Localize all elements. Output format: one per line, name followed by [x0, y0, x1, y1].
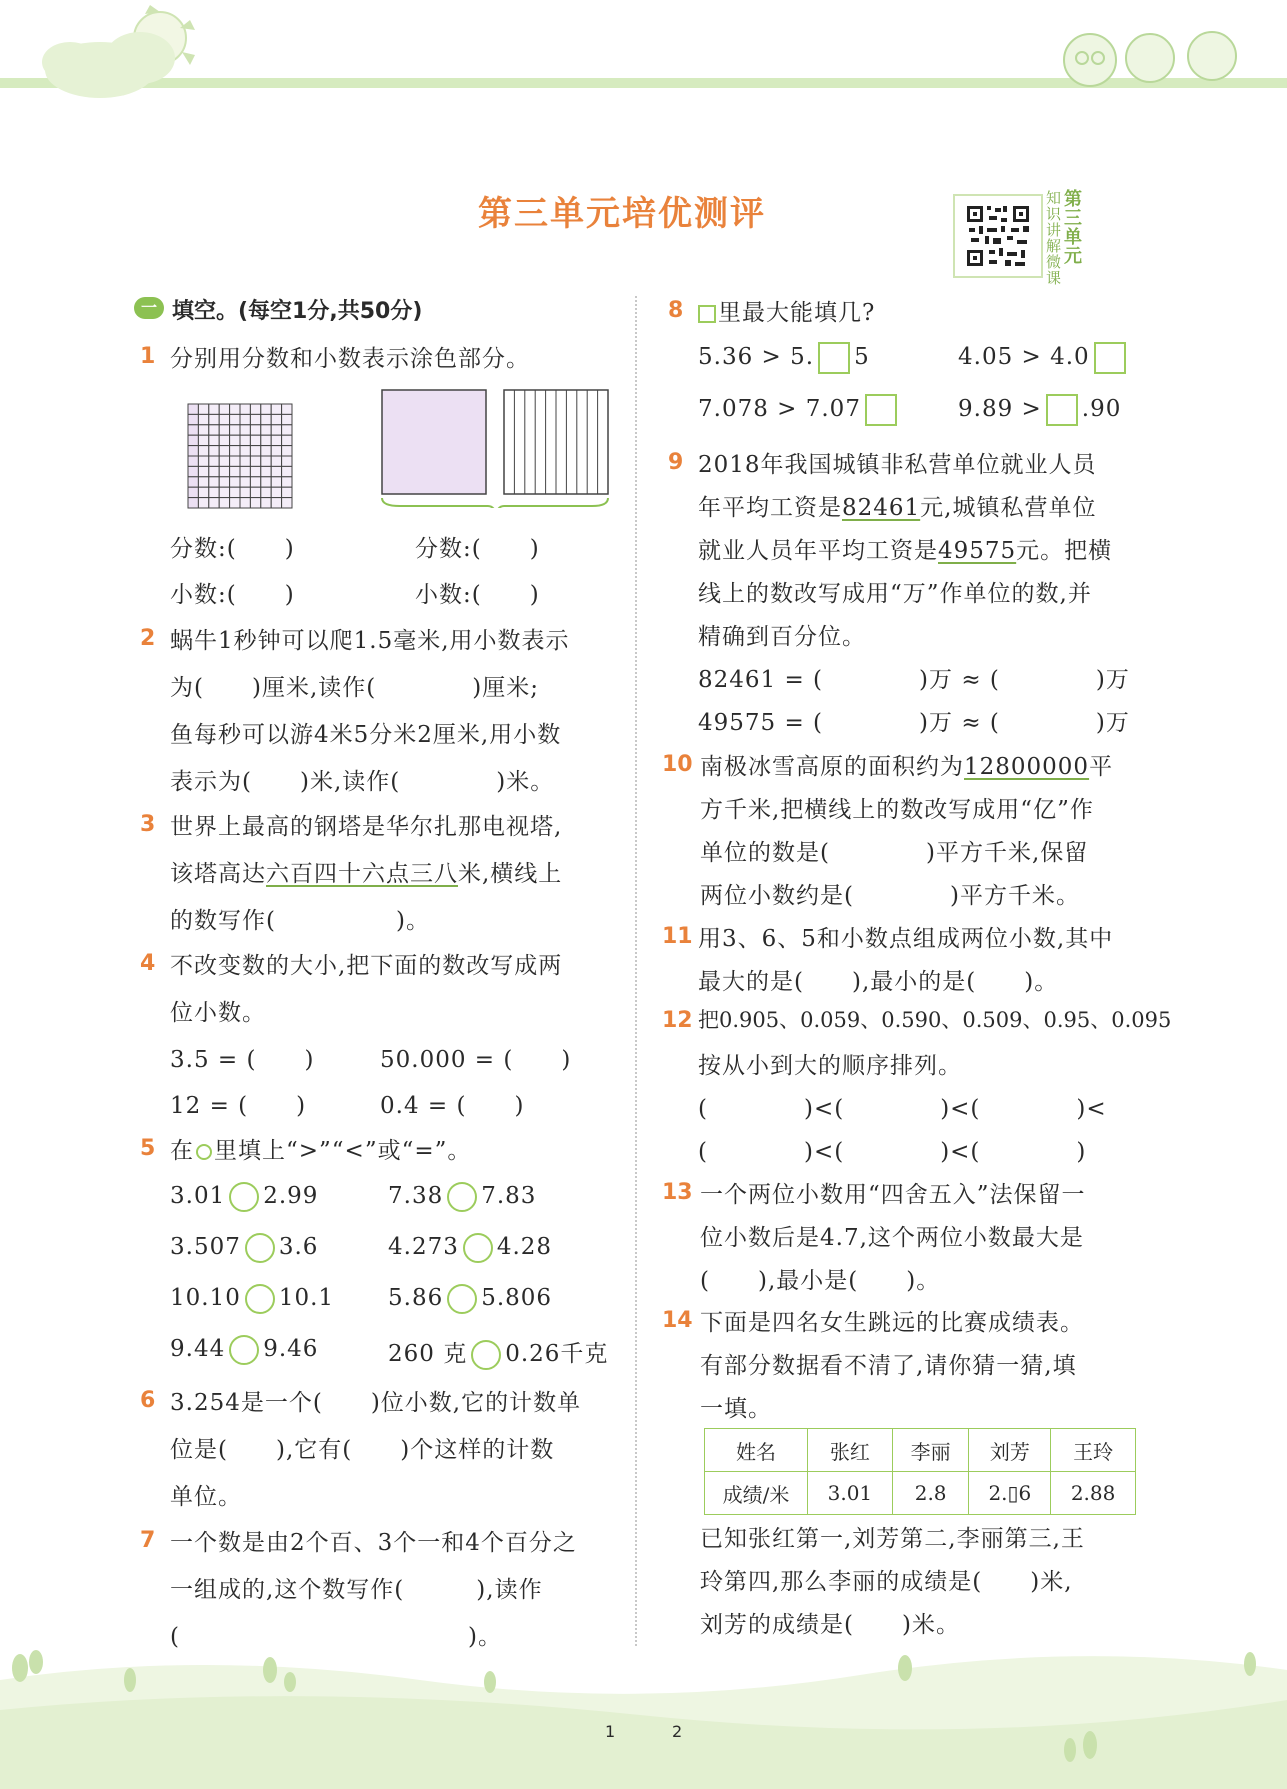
table-cell: 张红 — [808, 1429, 893, 1472]
grid-cell — [271, 414, 281, 424]
q12-answer-row: ( )<( )<( )< — [698, 1096, 1107, 1122]
grid-cell — [209, 487, 219, 497]
qr-caption: 知识讲解微课 — [1046, 189, 1062, 287]
q10-line: 南极冰雪高原的面积约为12800000平 — [700, 754, 1114, 780]
table-cell: 2.8 — [892, 1472, 969, 1515]
q2-line: 表示为( )米,读作( )米。 — [170, 769, 555, 795]
q7-line: ( )。 — [170, 1624, 502, 1650]
grid-figure — [186, 402, 296, 512]
grid-cell — [271, 404, 281, 414]
square-icon — [698, 305, 716, 323]
grid-cell — [219, 466, 229, 476]
compare-item: 3.507 3.6 — [170, 1233, 318, 1263]
q12-line: 按从小到大的顺序排列。 — [698, 1053, 962, 1079]
grid-cell — [230, 414, 240, 424]
grid-cell — [188, 404, 198, 414]
grid-cell — [230, 477, 240, 487]
q7-line: 一组成的,这个数写作( ),读作 — [170, 1577, 543, 1603]
q4-line: 位小数。 — [170, 1000, 266, 1026]
section-title: 填空。(每空1分,共50分) — [172, 299, 423, 324]
grid-cell — [198, 498, 208, 508]
grid-cell — [250, 498, 260, 508]
grid-cell — [282, 425, 292, 435]
compare-item: 260 克 0.26千克 — [388, 1335, 608, 1370]
question-number: 3 — [140, 812, 156, 837]
q6-line: 3.254是一个( )位小数,它的计数单 — [170, 1390, 582, 1416]
animal-faces-icon — [1064, 32, 1236, 86]
compare-item: 9.89 > .90 — [958, 394, 1121, 426]
table-cell: 2.▯6 — [969, 1472, 1051, 1515]
q12-answer-row: ( )<( )<( ) — [698, 1139, 1087, 1165]
question-number: 4 — [140, 951, 156, 976]
grid-cell — [219, 498, 229, 508]
q7-line: 一个数是由2个百、3个一和4个百分之 — [170, 1530, 577, 1556]
answer-circle[interactable] — [245, 1233, 275, 1263]
page-number: 1 — [605, 1722, 616, 1741]
answer-circle[interactable] — [229, 1182, 259, 1212]
grid-cell — [188, 477, 198, 487]
grid-cell — [240, 446, 250, 456]
grid-cell — [198, 477, 208, 487]
answer-box[interactable] — [818, 342, 850, 374]
question-number: 7 — [140, 1528, 156, 1553]
question-number: 14 — [662, 1308, 693, 1333]
answer-box[interactable] — [865, 394, 897, 426]
grid-cell — [198, 404, 208, 414]
grid-cell — [250, 435, 260, 445]
grid-cell — [261, 414, 271, 424]
table-cell: 王玲 — [1051, 1429, 1136, 1472]
grid-cell — [209, 498, 219, 508]
q9-equation: 82461 = ( )万 ≈ ( )万 — [698, 667, 1130, 693]
grid-cell — [261, 456, 271, 466]
grid-cell — [230, 404, 240, 414]
q3-line: 世界上最高的钢塔是华尔扎那电视塔, — [170, 814, 563, 840]
grid-cell — [230, 435, 240, 445]
qr-code[interactable] — [953, 194, 1043, 278]
grid-cell — [188, 425, 198, 435]
question-number: 10 — [662, 752, 693, 777]
grid-cell — [219, 414, 229, 424]
grid-cell — [219, 456, 229, 466]
grid-cell — [198, 466, 208, 476]
q2-line: 为( )厘米,读作( )厘米; — [170, 675, 539, 701]
grid-cell — [219, 477, 229, 487]
grid-cell — [188, 414, 198, 424]
q9-line: 2018年我国城镇非私营单位就业人员 — [698, 452, 1097, 478]
question-number: 8 — [668, 298, 684, 323]
compare-item: 7.078 > 7.07 — [698, 394, 901, 426]
compare-item: 4.273 4.28 — [388, 1233, 552, 1263]
grid-cell — [198, 425, 208, 435]
grid-cell — [230, 487, 240, 497]
grid-cell — [240, 456, 250, 466]
grid-cell — [240, 466, 250, 476]
grid-cell — [271, 477, 281, 487]
page-number: 2 — [672, 1722, 683, 1741]
grid-cell — [209, 456, 219, 466]
grid-cell — [282, 477, 292, 487]
compare-item: 4.05 > 4.0 — [958, 342, 1130, 374]
compare-item: 5.86 5.806 — [388, 1284, 552, 1314]
grid-cell — [198, 487, 208, 497]
grid-cell — [240, 425, 250, 435]
question-number: 12 — [662, 1008, 693, 1033]
compare-item: 10.10 10.1 — [170, 1284, 334, 1314]
grid-cell — [271, 435, 281, 445]
table-cell: 刘芳 — [969, 1429, 1051, 1472]
q14-line: 有部分数据看不清了,请你猜一猜,填 — [700, 1353, 1077, 1379]
column-divider — [635, 296, 637, 1646]
grid-cell — [240, 487, 250, 497]
grid-cell — [271, 498, 281, 508]
q9-equation: 49575 = ( )万 ≈ ( )万 — [698, 710, 1130, 736]
grid-cell — [209, 404, 219, 414]
circle-icon — [196, 1144, 212, 1160]
grid-cell — [188, 446, 198, 456]
grid-cell — [240, 477, 250, 487]
table-cell: 3.01 — [808, 1472, 893, 1515]
grid-cell — [271, 466, 281, 476]
grid-cell — [282, 435, 292, 445]
q10-line: 单位的数是( )平方千米,保留 — [700, 840, 1089, 866]
grid-cell — [250, 404, 260, 414]
grid-cell — [230, 498, 240, 508]
grid-cell — [198, 414, 208, 424]
q11-line: 最大的是( ),最小的是( )。 — [698, 969, 1059, 995]
header-decoration — [0, 0, 1287, 110]
q5-instruction: 在 里填上“>”“<”或“=”。 — [170, 1138, 472, 1164]
q11-line: 用3、6、5和小数点组成两位小数,其中 — [698, 926, 1114, 952]
grid-cell — [261, 477, 271, 487]
grid-cell — [188, 466, 198, 476]
rectangles-figure — [380, 388, 612, 508]
grid-cell — [198, 456, 208, 466]
grid-cell — [230, 456, 240, 466]
grid-cell — [261, 446, 271, 456]
question-number: 6 — [140, 1388, 156, 1413]
grid-cell — [188, 487, 198, 497]
table-cell: 姓名 — [705, 1429, 808, 1472]
compare-item: 7.38 7.83 — [388, 1182, 536, 1212]
q14-line: 玲第四,那么李丽的成绩是( )米, — [700, 1569, 1073, 1595]
q14-line: 一填。 — [700, 1396, 772, 1422]
grid-cell — [230, 466, 240, 476]
grid-cell — [209, 466, 219, 476]
grid-cell — [282, 404, 292, 414]
answer-box[interactable] — [1094, 342, 1126, 374]
q6-line: 单位。 — [170, 1484, 242, 1510]
grid-cell — [282, 446, 292, 456]
grid-cell — [282, 456, 292, 466]
q10-line: 两位小数约是( )平方千米。 — [700, 883, 1080, 909]
score-table — [704, 1428, 1136, 1515]
q2-line: 鱼每秒可以游4米5分米2厘米,用小数 — [170, 722, 562, 748]
answer-circle[interactable] — [463, 1233, 493, 1263]
q8-instruction: 里最大能填几? — [698, 294, 875, 327]
q2-line: 蜗牛1秒钟可以爬1.5毫米,用小数表示 — [170, 628, 570, 654]
grid-cell — [261, 435, 271, 445]
grid-cell — [271, 456, 281, 466]
grid-cell — [250, 425, 260, 435]
question-number: 11 — [662, 924, 693, 949]
table-cell: 2.88 — [1051, 1472, 1136, 1515]
grid-cell — [219, 487, 229, 497]
q13-line: 位小数后是4.7,这个两位小数最大是 — [700, 1225, 1084, 1251]
grid-cell — [240, 435, 250, 445]
grid-cell — [261, 466, 271, 476]
grid-cell — [261, 487, 271, 497]
q9-line: 年平均工资是82461元,城镇私营单位 — [698, 495, 1097, 521]
q9-line: 线上的数改写成用“万”作单位的数,并 — [698, 581, 1092, 607]
compare-item: 3.01 2.99 — [170, 1182, 318, 1212]
grid-cell — [219, 404, 229, 414]
page-title: 第三单元培优测评 — [478, 194, 766, 234]
q14-line: 下面是四名女生跳远的比赛成绩表。 — [700, 1310, 1084, 1336]
decimal-label: 小数:( ) — [415, 582, 540, 608]
grid-cell — [261, 404, 271, 414]
q9-line: 就业人员年平均工资是49575元。把横 — [698, 538, 1113, 564]
q9-line: 精确到百分位。 — [698, 624, 866, 650]
grid-cell — [219, 435, 229, 445]
q4-line: 不改变数的大小,把下面的数改写成两 — [170, 953, 563, 979]
qr-unit: 第三单元 — [1064, 189, 1082, 267]
grid-cell — [209, 435, 219, 445]
grid-cell — [250, 487, 260, 497]
q3-line: 的数写作( )。 — [170, 908, 430, 934]
cloud-icon — [42, 32, 175, 98]
grid-cell — [240, 414, 250, 424]
fraction-label: 分数:( ) — [415, 536, 540, 562]
grid-cell — [209, 446, 219, 456]
grid-cell — [271, 425, 281, 435]
q10-line: 方千米,把横线上的数改写成用“亿”作 — [700, 797, 1094, 823]
grid-cell — [188, 498, 198, 508]
q4-item: 0.4 = ( ) — [380, 1093, 525, 1119]
grid-cell — [250, 446, 260, 456]
grid-cell — [250, 466, 260, 476]
section-badge: 一 — [134, 297, 164, 319]
q4-item: 50.000 = ( ) — [380, 1047, 572, 1073]
answer-circle[interactable] — [229, 1335, 259, 1365]
grid-cell — [282, 487, 292, 497]
q4-item: 3.5 = ( ) — [170, 1047, 315, 1073]
footer-decoration — [0, 1640, 1287, 1789]
grid-cell — [250, 414, 260, 424]
grid-cell — [282, 466, 292, 476]
grid-cell — [250, 477, 260, 487]
q14-line: 刘芳的成绩是( )米。 — [700, 1612, 960, 1638]
grid-cell — [188, 456, 198, 466]
grid-cell — [230, 446, 240, 456]
answer-circle[interactable] — [447, 1182, 477, 1212]
grid-cell — [282, 414, 292, 424]
fraction-label: 分数:( ) — [170, 536, 295, 562]
question-number: 5 — [140, 1136, 156, 1161]
question-number: 13 — [662, 1180, 693, 1205]
grid-cell — [219, 425, 229, 435]
q14-line: 已知张红第一,刘芳第二,李丽第三,王 — [700, 1526, 1085, 1552]
q4-item: 12 = ( ) — [170, 1093, 307, 1119]
q12-line: 把0.905、0.059、0.590、0.509、0.95、0.095 — [698, 1008, 1172, 1032]
grid-cell — [188, 435, 198, 445]
answer-circle[interactable] — [471, 1340, 501, 1370]
grid-cell — [250, 456, 260, 466]
grid-cell — [230, 425, 240, 435]
table-row — [705, 1472, 1136, 1515]
question-number: 2 — [140, 626, 156, 651]
grid-cell — [209, 477, 219, 487]
table-header-row — [705, 1429, 1136, 1472]
grid-cell — [209, 414, 219, 424]
grid-cell — [261, 498, 271, 508]
grid-cell — [198, 446, 208, 456]
grid-cell — [271, 446, 281, 456]
grid-cell — [282, 498, 292, 508]
question-number: 9 — [668, 450, 684, 475]
grid-cell — [240, 498, 250, 508]
grid-cell — [240, 404, 250, 414]
grid-cell — [198, 435, 208, 445]
answer-circle[interactable] — [447, 1284, 477, 1314]
q3-line: 该塔高达六百四十六点三八米,横线上 — [170, 861, 563, 887]
grid-cell — [219, 446, 229, 456]
grid-cell — [209, 425, 219, 435]
table-cell: 李丽 — [892, 1429, 969, 1472]
q6-line: 位是( ),它有( )个这样的计数 — [170, 1437, 555, 1463]
q1-text: 分别用分数和小数表示涂色部分。 — [170, 346, 530, 372]
grid-cell — [261, 425, 271, 435]
compare-item: 5.36 > 5. 5 — [698, 342, 870, 374]
answer-circle[interactable] — [245, 1284, 275, 1314]
question-number: 1 — [140, 344, 156, 369]
answer-box[interactable] — [1046, 394, 1078, 426]
q13-line: 一个两位小数用“四舍五入”法保留一 — [700, 1182, 1086, 1208]
grid-cell — [271, 487, 281, 497]
qr-icon — [955, 196, 1041, 276]
compare-item: 9.44 9.46 — [170, 1335, 318, 1365]
q13-line: ( ),最小是( )。 — [700, 1268, 941, 1294]
table-cell: 成绩/米 — [705, 1472, 808, 1515]
decimal-label: 小数:( ) — [170, 582, 295, 608]
